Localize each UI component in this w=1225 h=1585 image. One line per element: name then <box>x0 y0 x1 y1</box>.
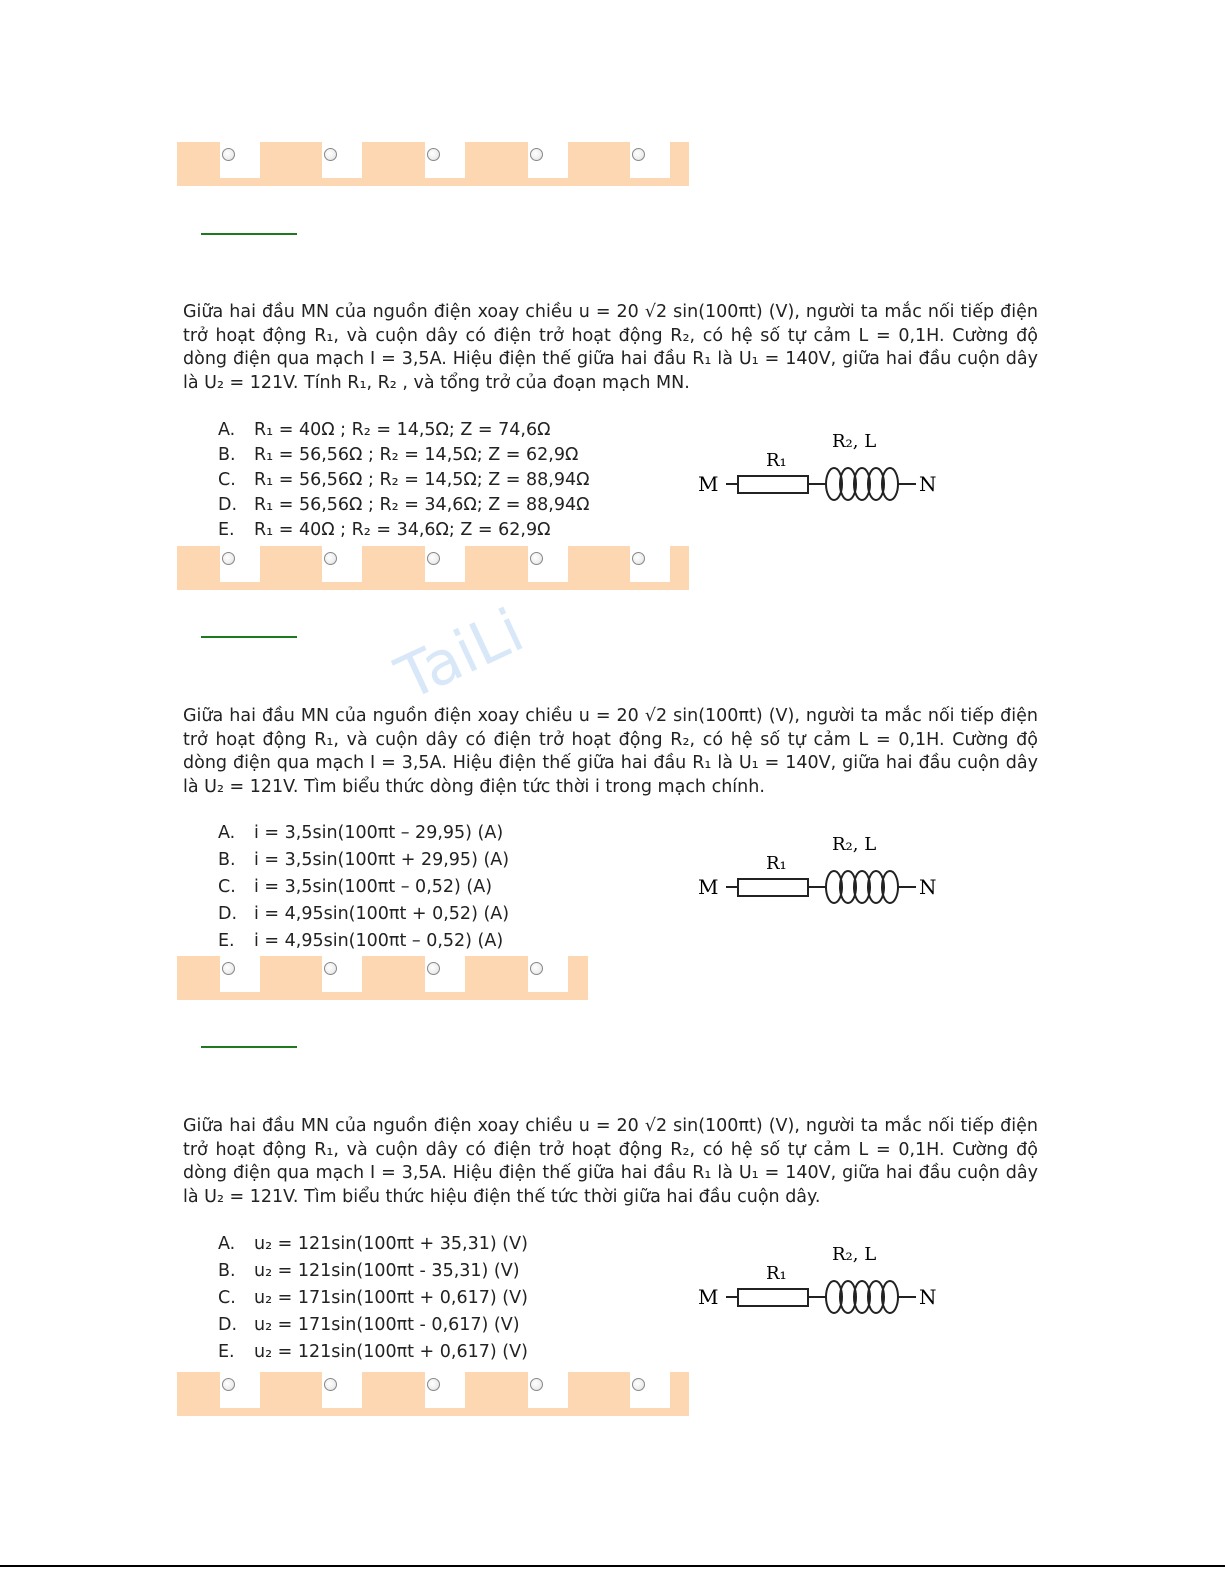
options-list <box>218 1231 528 1366</box>
option-b: B. R₁ = 56,56Ω ; R₂ = 14,5Ω; Z = 62,9Ω <box>218 445 579 465</box>
answer-bar <box>177 142 689 186</box>
options-list <box>218 820 509 955</box>
radio-button[interactable] <box>632 552 645 565</box>
option-d: D. R₁ = 56,56Ω ; R₂ = 34,6Ω; Z = 88,94Ω <box>218 495 590 515</box>
option-c: C. i = 3,5sin(100πt – 0,52) (A) <box>218 877 493 897</box>
radio-button[interactable] <box>427 148 440 161</box>
svg-text:N: N <box>919 472 937 496</box>
option-a: A. i = 3,5sin(100πt – 29,95) (A) <box>218 823 504 843</box>
page-bottom-rule <box>0 1565 1225 1567</box>
radio-button[interactable] <box>222 962 235 975</box>
radio-button[interactable] <box>427 962 440 975</box>
option-c: C. u₂ = 171sin(100πt + 0,617) (V) <box>218 1288 528 1308</box>
question-link[interactable] <box>201 233 297 235</box>
option-a: A. R₁ = 40Ω ; R₂ = 14,5Ω; Z = 74,6Ω <box>218 420 551 440</box>
svg-text:M: M <box>698 1285 719 1309</box>
option-e: E. R₁ = 40Ω ; R₂ = 34,6Ω; Z = 62,9Ω <box>218 520 551 540</box>
svg-text:N: N <box>919 875 937 899</box>
option-d: D. u₂ = 171sin(100πt - 0,617) (V) <box>218 1315 520 1335</box>
radio-button[interactable] <box>530 552 543 565</box>
svg-text:R₁: R₁ <box>766 1263 787 1284</box>
radio-button[interactable] <box>324 1378 337 1391</box>
circuit-diagram <box>690 1238 950 1328</box>
radio-button[interactable] <box>427 552 440 565</box>
svg-text:N: N <box>919 1285 937 1309</box>
radio-button[interactable] <box>530 1378 543 1391</box>
svg-text:R₂, L: R₂, L <box>832 1244 877 1265</box>
answer-bar <box>177 956 588 1000</box>
option-c: C. R₁ = 56,56Ω ; R₂ = 14,5Ω; Z = 88,94Ω <box>218 470 590 490</box>
circuit-diagram <box>690 828 950 918</box>
question-text: Giữa hai đầu MN của nguồn điện xoay chiều u = 20 √2 sin(100πt) (V), người ta mắc nối tiếp điện trở hoạt động R₁, và cuộn dây có điện trở hoạt động R₂, có hệ số tự cảm L = 0,1H. Cường độ dòng điện qua mạch I = 3,5A. Hiệu điện thế giữa hai đầu R₁ là U₁ = 140V, giữa hai đầu cuộn dây là U₂ = 121V. Tìm biểu thức hiệu điện thế tức thời giữa hai đầu cuộn dây. <box>183 1116 1038 1207</box>
option-e: E. u₂ = 121sin(100πt + 0,617) (V) <box>218 1342 528 1362</box>
radio-button[interactable] <box>324 962 337 975</box>
question-text: Giữa hai đầu MN của nguồn điện xoay chiều u = 20 √2 sin(100πt) (V), người ta mắc nối tiếp điện trở hoạt động R₁, và cuộn dây có điện trở hoạt động R₂, có hệ số tự cảm L = 0,1H. Cường độ dòng điện qua mạch I = 3,5A. Hiệu điện thế giữa hai đầu R₁ là U₁ = 140V, giữa hai đầu cuộn dây là U₂ = 121V. Tính R₁, R₂ , và tổng trở của đoạn mạch MN. <box>183 302 1038 393</box>
radio-button[interactable] <box>632 148 645 161</box>
svg-text:R₁: R₁ <box>766 853 787 874</box>
radio-button[interactable] <box>427 1378 440 1391</box>
svg-text:M: M <box>698 472 719 496</box>
answer-bar <box>177 1372 689 1416</box>
radio-button[interactable] <box>530 148 543 161</box>
svg-text:M: M <box>698 875 719 899</box>
svg-text:R₁: R₁ <box>766 450 787 471</box>
options-list <box>218 418 589 543</box>
watermark: TaiLi <box>386 595 534 715</box>
option-d: D. i = 4,95sin(100πt + 0,52) (A) <box>218 904 510 924</box>
radio-button[interactable] <box>632 1378 645 1391</box>
svg-text:R₂, L: R₂, L <box>832 834 877 855</box>
option-b: B. u₂ = 121sin(100πt - 35,31) (V) <box>218 1261 520 1281</box>
option-a: A. u₂ = 121sin(100πt + 35,31) (V) <box>218 1234 528 1254</box>
radio-button[interactable] <box>324 552 337 565</box>
answer-bar <box>177 546 689 590</box>
radio-button[interactable] <box>222 148 235 161</box>
radio-button[interactable] <box>530 962 543 975</box>
radio-button[interactable] <box>222 1378 235 1391</box>
radio-button[interactable] <box>222 552 235 565</box>
option-b: B. i = 3,5sin(100πt + 29,95) (A) <box>218 850 510 870</box>
circuit-diagram <box>690 425 950 515</box>
question-link[interactable] <box>201 636 297 638</box>
question-link[interactable] <box>201 1046 297 1048</box>
option-e: E. i = 4,95sin(100πt – 0,52) (A) <box>218 931 504 951</box>
radio-button[interactable] <box>324 148 337 161</box>
question-text: Giữa hai đầu MN của nguồn điện xoay chiều u = 20 √2 sin(100πt) (V), người ta mắc nối tiếp điện trở hoạt động R₁, và cuộn dây có điện trở hoạt động R₂, có hệ số tự cảm L = 0,1H. Cường độ dòng điện qua mạch I = 3,5A. Hiệu điện thế giữa hai đầu R₁ là U₁ = 140V, giữa hai đầu cuộn dây là U₂ = 121V. Tìm biểu thức dòng điện tức thời i trong mạch chính. <box>183 706 1038 797</box>
svg-text:R₂, L: R₂, L <box>832 431 877 452</box>
